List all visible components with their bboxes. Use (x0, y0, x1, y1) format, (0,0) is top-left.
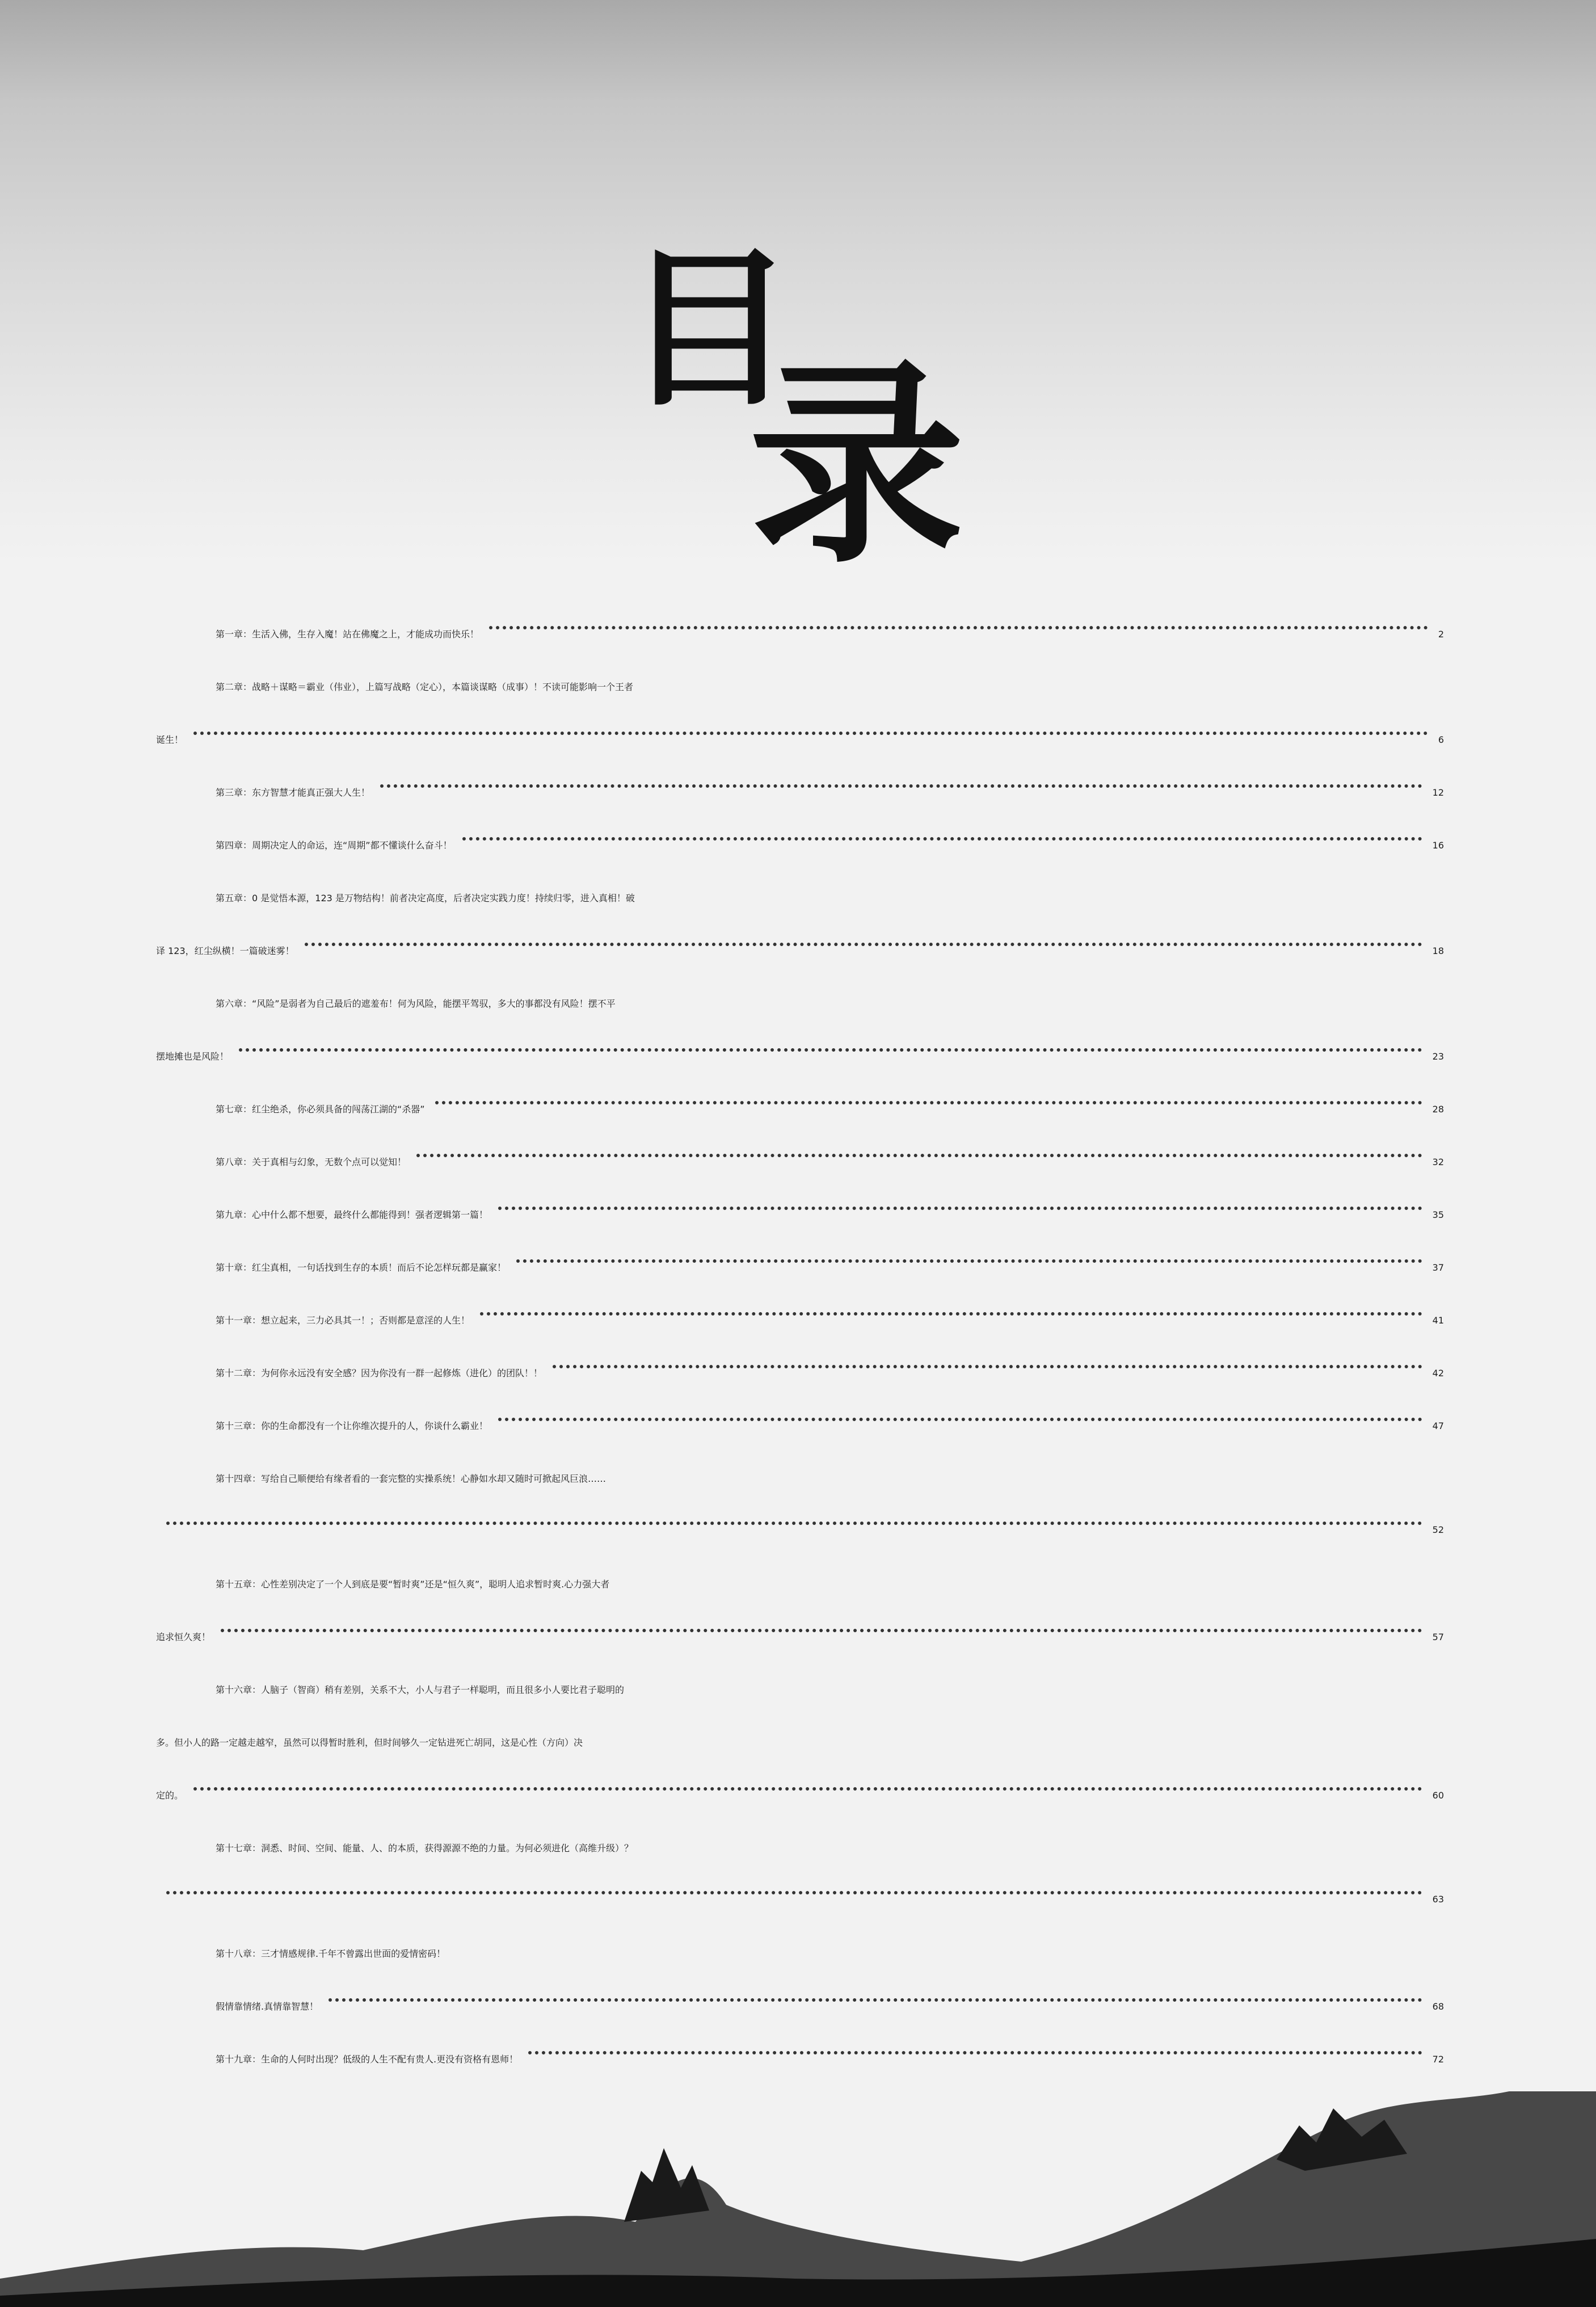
dot-leader (528, 2051, 1422, 2054)
toc-title: 第八章：关于真相与幻象，无数个点可以觉知！ (216, 1157, 407, 1167)
toc-entry[interactable] (156, 1049, 1444, 1102)
toc-entry[interactable] (156, 944, 1444, 997)
toc-page: 52 (1432, 1524, 1444, 1535)
toc-page: 72 (1432, 2054, 1444, 2065)
toc-title: 译 123，红尘纵横！一篇破迷雾！ (156, 946, 294, 956)
toc-entry[interactable] (156, 1524, 1444, 1577)
toc-entry[interactable] (156, 838, 1444, 891)
dot-leader (166, 1522, 1422, 1525)
toc-page: 35 (1432, 1209, 1444, 1220)
toc-page: 32 (1432, 1157, 1444, 1167)
table-of-contents (156, 627, 1444, 2105)
toc-title: 假情靠情绪.真情靠智慧！ (216, 2001, 319, 2012)
toc-title: 第四章：周期决定人的命运，连“周期”都不懂谈什么奋斗！ (216, 840, 452, 851)
toc-page: 57 (1432, 1632, 1444, 1642)
dot-leader (193, 732, 1428, 735)
dot-leader (516, 1259, 1422, 1263)
toc-entry[interactable] (156, 1155, 1444, 1208)
toc-page: 12 (1432, 787, 1444, 798)
toc-entry[interactable] (156, 1630, 1444, 1683)
toc-entry-line[interactable]: 第五章：0 是觉悟本源，123 是万物结构！前者决定高度，后者决定实践力度！持续归零，进入真相！破 (216, 893, 635, 904)
toc-title: 第三章：东方智慧才能真正强大人生！ (216, 787, 370, 798)
dot-leader (329, 1998, 1422, 2002)
toc-page: 18 (1432, 946, 1444, 956)
dot-leader (305, 943, 1422, 946)
toc-entry[interactable] (156, 1419, 1444, 1472)
toc-page: 28 (1432, 1104, 1444, 1115)
toc-entry-line[interactable]: 第二章：战略＋谋略＝霸业（伟业），上篇写战略（定心），本篇谈谋略（成事）！不读可能影响一个王者 (216, 682, 634, 692)
toc-entry-line[interactable]: 第十八章：三才情感规律.千年不曾露出世面的爱情密码！ (216, 1948, 446, 1959)
toc-page: 63 (1432, 1894, 1444, 1905)
dot-leader (480, 1312, 1422, 1316)
toc-title: 第十三章：你的生命都没有一个让你维次提升的人，你谈什么霸业！ (216, 1421, 489, 1431)
toc-page: 60 (1432, 1790, 1444, 1801)
toc-entry-line[interactable]: 第十七章：洞悉、时间、空间、能量、人、的本质，获得源源不绝的力量。为何必须进化（高维升级）？ (216, 1843, 634, 1854)
toc-entry[interactable] (156, 785, 1444, 838)
dot-leader (380, 784, 1422, 788)
toc-entry-line[interactable]: 多。但小人的路一定越走越窄，虽然可以得暂时胜利，但时间够久一定钻进死亡胡同，这是心性（方向）决 (156, 1737, 583, 1748)
toc-entry-line[interactable]: 第十四章：写给自己顺便给有缘者看的一套完整的实操系统！心静如水却又随时可掀起风巨浪…… (216, 1473, 607, 1484)
ink-landscape-decoration (0, 2091, 1596, 2307)
toc-entry[interactable] (156, 1894, 1444, 1947)
toc-page: 16 (1432, 840, 1444, 851)
dot-leader (498, 1418, 1422, 1421)
dot-leader (462, 837, 1422, 841)
toc-entry-line[interactable]: 第十五章：心性差别决定了一个人到底是要“暂时爽”还是“恒久爽”，聪明人追求暂时爽.心力强大者 (216, 1579, 610, 1590)
toc-title: 第九章：心中什么都不想要，最终什么都能得到！强者逻辑第一篇！ (216, 1209, 489, 1220)
title-char-2: 录 (749, 338, 965, 592)
page-title (613, 229, 1010, 607)
toc-entry-line[interactable]: 第六章：“风险”是弱者为自己最后的遮羞布！何为风险，能摆平驾驭，多大的事都没有风险！摆不平 (216, 998, 616, 1009)
toc-page: 37 (1432, 1262, 1444, 1273)
dot-leader (239, 1048, 1422, 1052)
toc-entry[interactable] (156, 1260, 1444, 1313)
toc-entry[interactable] (156, 1313, 1444, 1366)
toc-title: 第十章：红尘真相，一句话找到生存的本质！而后不论怎样玩都是赢家！ (216, 1262, 507, 1273)
toc-page: 41 (1432, 1315, 1444, 1326)
dot-leader (553, 1365, 1422, 1368)
toc-entry[interactable] (156, 1999, 1444, 2052)
dot-leader (435, 1101, 1422, 1104)
toc-entry[interactable] (156, 1788, 1444, 1841)
toc-entry[interactable] (156, 1208, 1444, 1260)
title-char-1: 目 (624, 229, 794, 429)
dot-leader (489, 626, 1428, 629)
dot-leader (193, 1787, 1422, 1791)
toc-entry[interactable] (156, 1366, 1444, 1419)
toc-title: 第十二章：为何你永远没有安全感？因为你没有一群一起修炼（进化）的团队！！ (216, 1368, 543, 1379)
dot-leader (166, 1891, 1422, 1894)
toc-page: 68 (1432, 2001, 1444, 2012)
toc-entry[interactable] (156, 627, 1444, 680)
toc-title: 第十一章：想立起来，三力必具其一！；否则都是意淫的人生！ (216, 1315, 470, 1326)
toc-page: 47 (1432, 1421, 1444, 1431)
dot-leader (498, 1207, 1422, 1210)
toc-title: 摆地摊也是风险！ (156, 1051, 229, 1062)
toc-title: 定的。 (156, 1790, 184, 1801)
toc-entry[interactable] (156, 733, 1444, 785)
toc-entry-line[interactable]: 第十六章：人脑子（智商）稍有差别，关系不大，小人与君子一样聪明，而且很多小人要比君子聪明的 (216, 1684, 625, 1695)
toc-page: 2 (1438, 629, 1444, 640)
dot-leader (416, 1154, 1422, 1157)
toc-title: 第七章：红尘绝杀，你必须具备的闯荡江湖的“杀器” (216, 1104, 425, 1115)
toc-title: 第十九章：生命的人何时出现？低级的人生不配有贵人.更没有资格有恩师！ (216, 2054, 519, 2065)
toc-title: 追求恒久爽！ (156, 1632, 211, 1642)
dot-leader (221, 1629, 1422, 1632)
toc-entry[interactable] (156, 1102, 1444, 1155)
toc-page: 42 (1432, 1368, 1444, 1379)
toc-title: 第一章：生活入佛，生存入魔！站在佛魔之上，才能成功而快乐！ (216, 629, 479, 640)
toc-page: 6 (1438, 734, 1444, 745)
toc-page: 23 (1432, 1051, 1444, 1062)
toc-title: 诞生！ (156, 734, 184, 745)
